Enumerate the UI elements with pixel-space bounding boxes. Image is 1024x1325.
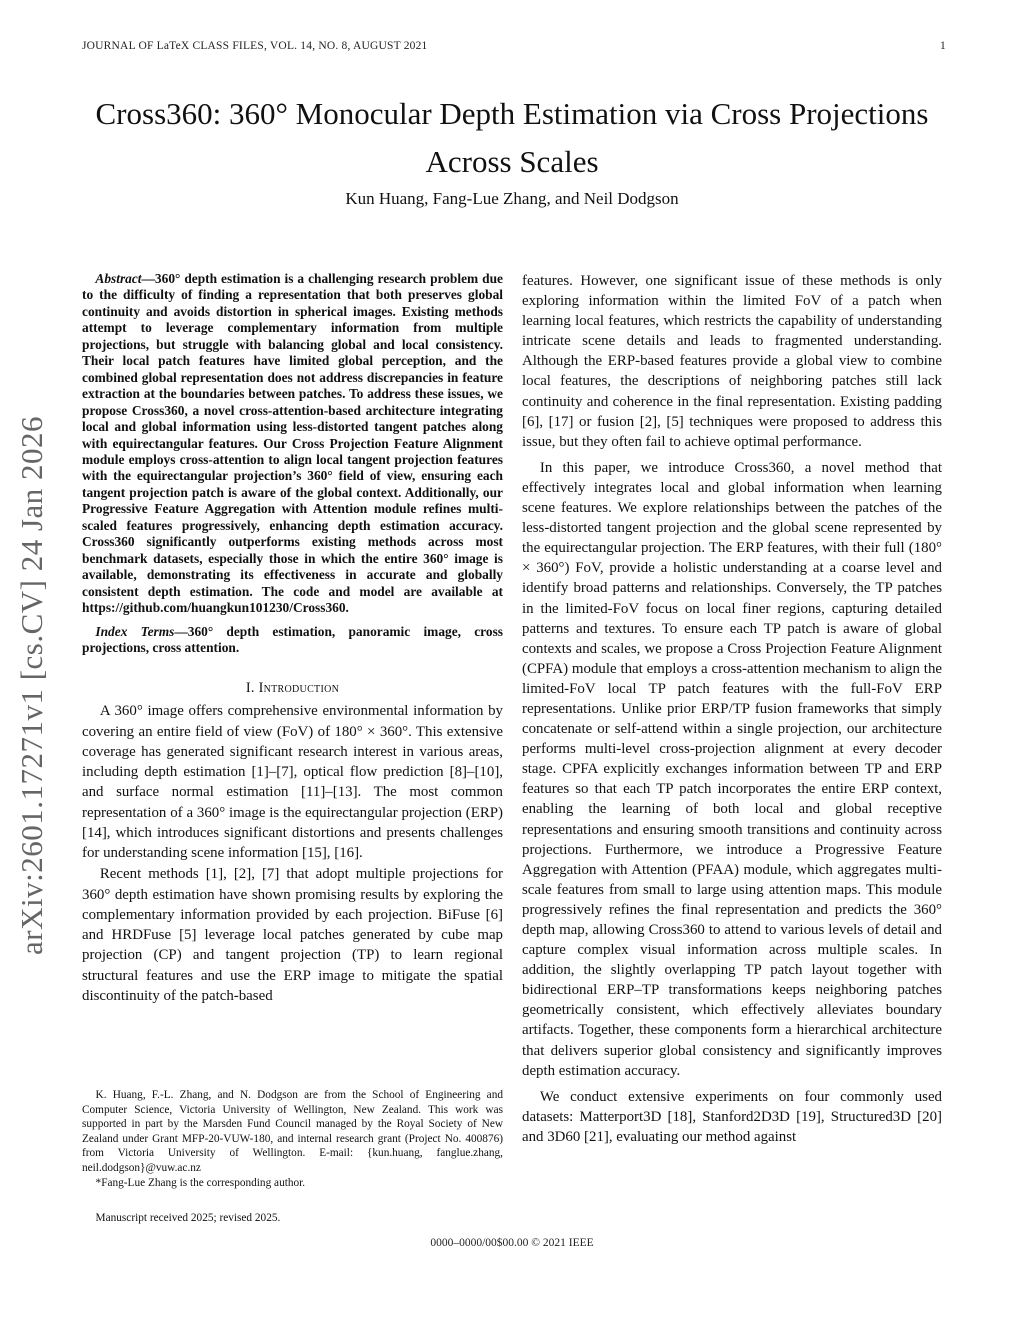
arxiv-stamp[interactable]: arXiv:2601.17271v1 [cs.CV] 24 Jan 2026 — [14, 415, 49, 955]
paper-authors: Kun Huang, Fang-Lue Zhang, and Neil Dodgson — [345, 189, 679, 208]
affiliation-footnote: K. Huang, F.-L. Zhang, and N. Dodgson are from the School of Engineering and Computer Science, Victoria University of Wellington, New Zealand. This work was supported in part by the Marsden Fund Council managed by the Royal Society of New Zealand under Grant MFP-20-VUW-180, and internal research grant (Project No. 400876) from Victoria University of Wellington. E-mail: {kun.huang, fanglue.zhang, neil.dodgson}@vuw.ac.nz — [82, 1089, 503, 1174]
right-paragraph-3: We conduct extensive experiments on four commonly used datasets: Matterport3D [18], Stanford2D3D [19], Structured3D [20] and 3D60 [21], evaluating our method against — [522, 1088, 942, 1145]
manuscript-note: Manuscript received 2025; revised 2025. — [95, 1212, 281, 1225]
left-column — [82, 271, 503, 1006]
section-heading-introduction — [82, 680, 503, 697]
section-numeral: I. — [245, 680, 255, 697]
intro-paragraph-2: Recent methods [1], [2], [7] that adopt multiple projections for 360° depth estimation have shown promising results by exploring the complementary information provided by each projection. BiFuse [6] and HRDFuse [5] leverage local patches generated by cube map projection (CP) and tangent projection (TP) to learn regional structural features and use the ERP image to mitigate the spatial discontinuity of the patch-based — [82, 866, 503, 1004]
right-column — [522, 271, 942, 1147]
section-title-text: Introduction — [258, 680, 340, 697]
index-terms — [82, 624, 503, 657]
journal-name: JOURNAL OF LaTeX CLASS FILES, VOL. 14, NO. 8, AUGUST 2021 — [82, 40, 428, 52]
paper-title: Cross360: 360° Monocular Depth Estimation via Cross Projections Across Scales — [95, 96, 929, 179]
copyright-line: 0000–0000/00$00.00 © 2021 IEEE — [430, 1237, 594, 1249]
page-number: 1 — [940, 40, 946, 52]
index-terms-text: —360° depth estimation, panoramic image, cross projections, cross attention. — [82, 623, 504, 655]
right-paragraph-1: features. However, one significant issue of these methods is only exploring information within the limited FoV of a patch when learning local features, which restricts the capability of understanding intricate scene details and leads to fragmented understanding. Although the ERP-based features provide a global view to combine local features, the descriptions of neighboring patches still lack continuity and coherence in the final representation. Existing padding [6], [17] or fusion [2], [5] techniques were proposed to address this issue, but they often fail to achieve optimal performance. — [522, 273, 942, 450]
index-terms-label: Index Terms — [95, 623, 175, 639]
footnotes — [82, 1088, 503, 1224]
running-header — [82, 40, 946, 52]
abstract-label: Abstract — [95, 271, 142, 286]
intro-paragraph-1: A 360° image offers comprehensive environmental information by covering an entire field of view (FoV) of 180° × 360°. This extensive coverage has generated significant research interest in various areas, including depth estimation [1]–[7], optical flow prediction [8]–[10], and surface normal estimation [11]–[13]. The most common representation of a 360° image is the equirectangular projection (ERP) [14], which introduces significant distortions and presents challenges for understanding scene information [15], [16]. — [82, 703, 503, 862]
abstract-text: —360° depth estimation is a challenging research problem due to the difficulty of finding a representation that both preserves global continuity and avoids distortion in spherical images. Existing methods attempt to leverage complementary information from multiple projections, but struggle with balancing global and local consistency. Their local patch features have limited global perception, and the combined global representation does not address discrepancies in feature extraction at the boundaries between patches. To address these issues, we propose Cross360, a novel cross-attention-based architecture integrating local and global information using less-distorted tangent patches along with equirectangular features. Our Cross Projection Feature Alignment module employs cross-attention to align local tangent projection features with the equirectangular projection’s 360° field of view, ensuring each tangent projection patch is aware of the global context. Additionally, our Progressive Feature Aggregation with Attention module refines multi-scaled features progressively, enhancing depth estimation accuracy. Cross360 significantly outperforms existing methods across most benchmark datasets, especially those in which the entire 360° image is available, demonstrating its effectiveness in accurate and globally consistent depth estimation. The code and model are available at https://github.com/huangkun101230/Cross360. — [82, 271, 503, 616]
right-paragraph-2: In this paper, we introduce Cross360, a novel method that effectively integrates local and global information when learning scene features. We explore relationships between the patches of the less-distorted tangent projection and the global scene represented by the equirectangular projection. The ERP features, with their full (180° × 360°) FoV, provide a holistic understanding at a coarse level and identify broad patterns and relationships. Conversely, the TP patches in the limited-FoV focus on local finer regions, capturing detailed patterns and textures. To ensure each TP patch is aware of global contexts and scales, we propose a Cross Projection Feature Alignment (CPFA) module that employs a cross-attention mechanism to align the limited-FoV local TP patch features with the full-FoV ERP representations. Unlike prior ERP/TP fusion frameworks that simply concatenate or self-attend within a single projection, our architecture performs multi-level cross-projection alignment at every decoder stage. CPFA explicitly exchanges information between TP and ERP features so that each TP patch incorporates the entire ERP context, enabling the learning of both local and global receptive representations and ensuring smooth transitions and continuity across projections. Furthermore, we introduce a Progressive Feature Aggregation with Attention (PFAA) module, which aggregates multi-scale features from small to large using attention maps. This module progressively refines the final representation and predicts the 360° depth map, allowing Cross360 to attend to various levels of detail and capture complex visual information across multiple scales. In addition, the slightly overlapping TP patch layout together with bidirectional ERP–TP transformations keeps neighboring patches geometrically consistent, which effectively alleviates boundary artifacts. Together, these components form a hierarchical architecture that delivers superior global consistency and significantly improves depth estimation accuracy. — [522, 459, 942, 1079]
corresponding-author-footnote: *Fang-Lue Zhang is the corresponding author. — [95, 1176, 306, 1189]
abstract — [82, 271, 503, 617]
